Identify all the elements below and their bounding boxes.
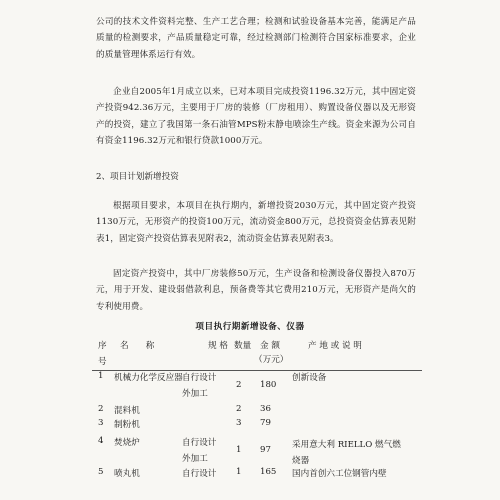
cell-qty: 3 bbox=[236, 418, 242, 428]
table-row bbox=[96, 467, 416, 483]
cell-no: 2 bbox=[98, 404, 104, 414]
cell-amount: 36 bbox=[260, 404, 271, 414]
header-amount: 金 额 bbox=[260, 341, 280, 351]
header-spec: 规 格 bbox=[208, 341, 228, 351]
table-header bbox=[96, 339, 416, 369]
table-title: 项目执行期新增设备、仪器 bbox=[195, 322, 305, 332]
cell-amount: 165 bbox=[260, 467, 277, 477]
cell-origin-2: 烧器 bbox=[292, 456, 310, 466]
header-no-2: 号 bbox=[98, 357, 107, 367]
cell-name: 制粉机 bbox=[114, 420, 140, 430]
cell-qty: 2 bbox=[236, 380, 242, 390]
cell-spec-2: 外加工 bbox=[182, 389, 208, 399]
cell-no: 5 bbox=[98, 467, 104, 477]
cell-origin: 创新设备 bbox=[292, 373, 327, 383]
cell-qty: 1 bbox=[236, 467, 242, 477]
cell-qty: 2 bbox=[236, 404, 242, 414]
table-row bbox=[96, 418, 416, 434]
cell-no: 1 bbox=[98, 371, 104, 381]
cell-qty: 1 bbox=[236, 445, 242, 455]
paragraph-quality: 公司的技术文件资料完整、生产工艺合理；检测和试验设备基本完善，能满足产品质量的检测要求，产品质量稳定可靠，经过检测部门检测符合国家标准要求，企业的质量管理体系运行有效。 bbox=[96, 17, 416, 60]
cell-origin: 国内首创六工位钢管内壁 bbox=[292, 469, 387, 479]
cell-no: 4 bbox=[98, 436, 104, 446]
cell-spec: 自行设计 bbox=[182, 373, 217, 383]
paragraph-investment-history: 企业自2005年1月成立以来，已对本项目完成投资1196.32万元，其中固定资产投资942.36万元，主要用于厂房的装修（厂房租用）、购置设备仪器以及无形资产的投资，建立了我国第一条石油管MPS粉末静电喷涂生产线。资金来源为公司自有资金1196.32万元和银行贷款1000万元。 bbox=[96, 87, 416, 147]
header-qty: 数量 bbox=[234, 341, 252, 351]
cell-spec: 自行设计 bbox=[182, 469, 217, 479]
paragraph-fixed-assets: 固定资产投资中，其中厂房装修50万元，生产设备和检测设备仪器投入870万元，用于开发、建设弱借款利息，预备费等其它费用210万元，无形资产是尚欠的专利使用费。 bbox=[96, 269, 416, 312]
cell-no: 3 bbox=[98, 418, 104, 428]
paragraph-new-investment: 根据项目要求，本项目在执行期内，新增投资2030万元，其中固定资产投资1130万元，无形资产的投资100万元，流动资金800万元，总投资资金估算表见附表1，固定资产投资估算表见附表2，流动资金估算表见附表3。 bbox=[96, 201, 416, 244]
cell-name: 喷丸机 bbox=[114, 469, 140, 479]
cell-spec: 自行设计 bbox=[182, 438, 217, 448]
header-name: 名 称 bbox=[120, 341, 155, 351]
header-unit: （万元） bbox=[254, 355, 289, 365]
header-no: 序 bbox=[98, 341, 107, 351]
cell-amount: 97 bbox=[260, 445, 271, 455]
cell-origin: 采用意大利 RIELLO 燃气燃 bbox=[292, 440, 401, 450]
header-origin: 产 地 或 说 明 bbox=[308, 341, 362, 351]
table-row bbox=[96, 436, 416, 466]
cell-name: 焚烧炉 bbox=[114, 438, 140, 448]
cell-amount: 180 bbox=[260, 380, 277, 390]
cell-name: 机械力化学反应器 bbox=[114, 373, 183, 383]
cell-name: 混料机 bbox=[114, 406, 140, 416]
table-row bbox=[96, 371, 416, 401]
cell-amount: 79 bbox=[260, 418, 271, 428]
cell-spec-2: 外加工 bbox=[182, 454, 208, 464]
section-heading: 2、项目计划新增投资 bbox=[96, 172, 179, 182]
